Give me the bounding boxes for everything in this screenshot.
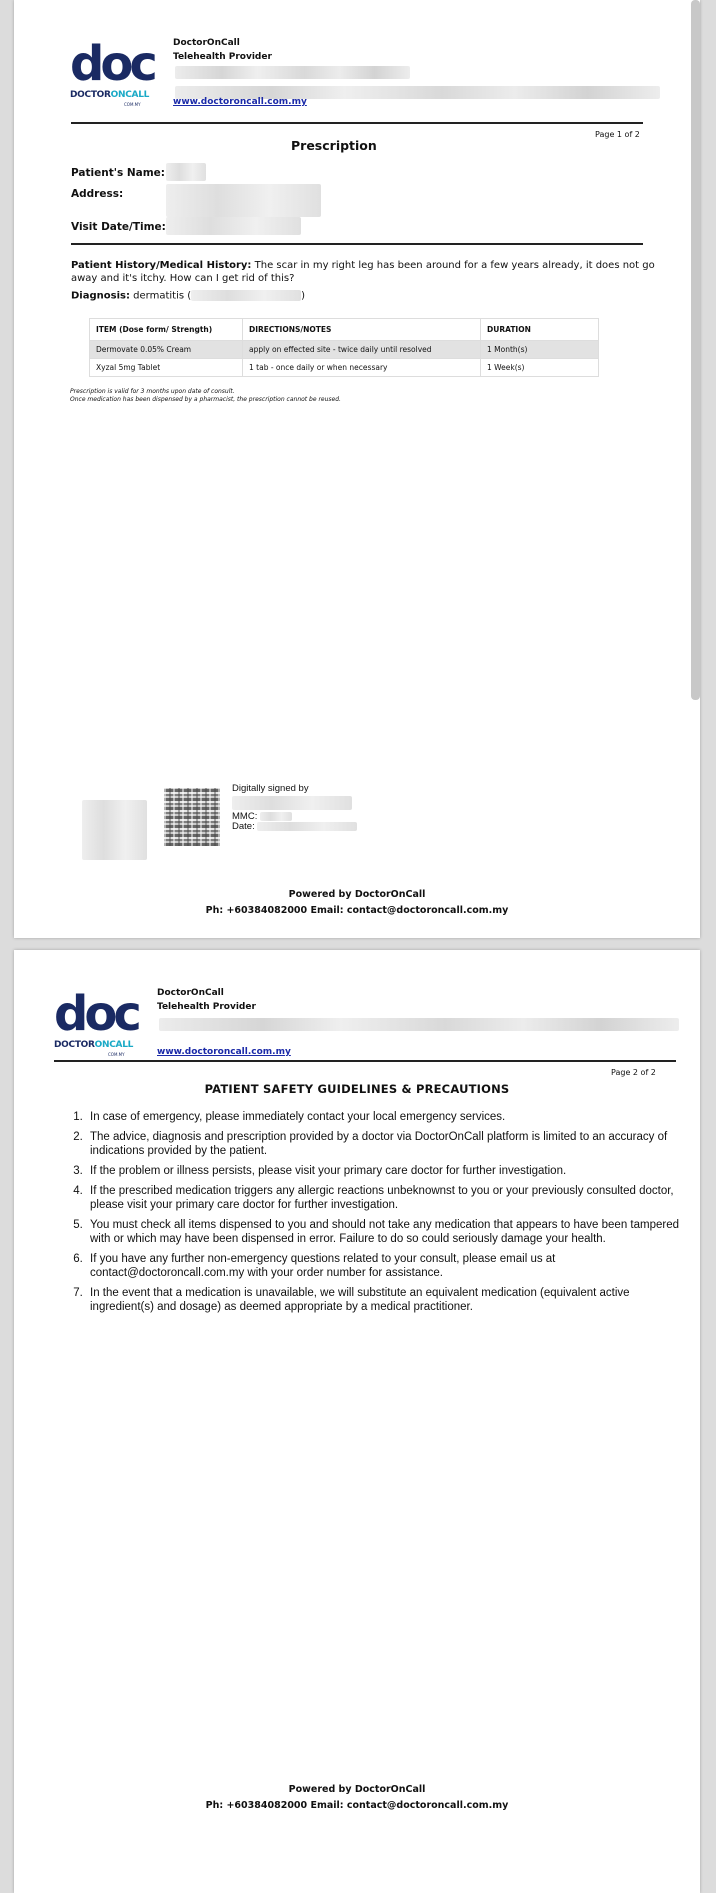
column-header-item: ITEM (Dose form/ Strength) <box>90 319 243 341</box>
guidelines-list <box>58 1110 696 1320</box>
page-footer <box>14 887 700 919</box>
doctoroncall-logo <box>70 36 166 107</box>
list-item: 7. In the event that a medication is unavailable, we will substitute an equivalent medication (equivalent active ingredient(s) and dosage) as deemed appropriate by a medical practitioner. <box>86 1286 696 1314</box>
list-item: 5. You must check all items dispensed to you and should not take any medication that appears to have been tampered with or which may have been dispensed in error. Failure to do so could seriously damage your health. <box>86 1218 696 1246</box>
table-cell-directions: apply on effected site - twice daily until resolved <box>243 341 481 359</box>
medical-history <box>71 259 661 285</box>
header-rule <box>54 1060 676 1062</box>
prescription-table <box>89 318 599 377</box>
diagnosis <box>71 290 305 302</box>
diagnosis-text: dermatitis ( <box>133 290 192 302</box>
redacted-contact-line <box>159 1018 679 1031</box>
logo-letters: doc <box>70 36 154 92</box>
section-rule <box>71 243 643 245</box>
page-footer <box>14 1782 700 1814</box>
logo-brand-right: ONCALL <box>110 90 150 100</box>
document-page-1 <box>14 0 700 938</box>
scrollbar[interactable] <box>691 0 700 700</box>
note-line: Once medication has been dispensed by a pharmacist, the prescription cannot be reused. <box>70 395 341 403</box>
column-header-directions: DIRECTIONS/NOTES <box>243 319 481 341</box>
page-number: Page 2 of 2 <box>611 1068 656 1077</box>
redacted-address-line <box>175 66 410 79</box>
redacted-diagnosis-detail <box>191 290 301 301</box>
history-text: The scar in my right leg has been around for a few years already, it does not go away and it's itchy. How can I get rid of this? <box>71 260 655 284</box>
table-cell-duration: 1 Week(s) <box>481 359 599 377</box>
list-item: 1. In case of emergency, please immediately contact your local emergency services. <box>86 1110 696 1124</box>
logo-brand-suffix: COM.MY <box>108 1052 125 1057</box>
table-cell-duration: 1 Month(s) <box>481 341 599 359</box>
qr-code <box>164 788 220 846</box>
patient-name-label: Patient's Name: <box>71 167 165 179</box>
doctoroncall-logo <box>54 986 150 1057</box>
table-row <box>90 359 599 377</box>
logo-brand <box>70 90 149 100</box>
signed-by-label: Digitally signed by <box>232 783 309 794</box>
document-page-2 <box>14 950 700 1893</box>
letterhead <box>70 36 660 116</box>
redacted-doctor-name <box>232 796 352 810</box>
address-label: Address: <box>71 188 124 200</box>
column-header-duration: DURATION <box>481 319 599 341</box>
company-role: Telehealth Provider <box>173 52 272 62</box>
logo-letters: doc <box>54 986 138 1042</box>
date-label: Date: <box>232 822 357 832</box>
list-item: 6. If you have any further non-emergency questions related to your consult, please email us at contact@doctoroncall.com.my with your order number for assistance. <box>86 1252 696 1280</box>
diagnosis-label: Diagnosis: <box>71 290 130 302</box>
redacted-patient-name <box>166 163 206 181</box>
table-cell-item: Xyzal 5mg Tablet <box>90 359 243 377</box>
list-item: 3. If the problem or illness persists, please visit your primary care doctor for further investigation. <box>86 1164 696 1178</box>
table-cell-item: Dermovate 0.05% Cream <box>90 341 243 359</box>
redacted-signature <box>82 800 147 860</box>
company-name: DoctorOnCall <box>173 38 240 48</box>
footer-contact: Ph: +60384082000 Email: contact@doctoroncall.com.my <box>205 1800 509 1811</box>
company-block <box>173 36 272 64</box>
website-link[interactable]: www.doctoroncall.com.my <box>173 97 307 107</box>
letterhead <box>54 986 684 1066</box>
company-role: Telehealth Provider <box>157 1002 256 1012</box>
guidelines-title: PATIENT SAFETY GUIDELINES & PRECAUTIONS <box>204 1082 510 1096</box>
mmc-label: MMC: <box>232 812 357 822</box>
redacted-address <box>166 184 321 217</box>
logo-brand-suffix: COM.MY <box>124 102 141 107</box>
header-rule <box>71 122 643 124</box>
footer-powered-by: Powered by DoctorOnCall <box>288 889 426 900</box>
redacted-visit-datetime <box>166 217 301 235</box>
list-item: 4. If the prescribed medication triggers any allergic reactions unbeknownst to you or your previously consulted doctor, please visit your primary care doctor for further investigation. <box>86 1184 696 1212</box>
company-block <box>157 986 256 1014</box>
note-line: Prescription is valid for 3 months upon date of consult. <box>70 388 235 395</box>
table-header-row <box>90 319 599 341</box>
logo-brand-left: DOCTOR <box>70 90 111 100</box>
history-label: Patient History/Medical History: <box>71 260 252 271</box>
table-cell-directions: 1 tab - once daily or when necessary <box>243 359 481 377</box>
document-title: Prescription <box>291 138 377 153</box>
footer-contact: Ph: +60384082000 Email: contact@doctoroncall.com.my <box>205 905 509 916</box>
website-link[interactable]: www.doctoroncall.com.my <box>157 1047 291 1057</box>
diagnosis-close: ) <box>301 290 306 302</box>
footer-powered-by: Powered by DoctorOnCall <box>288 1784 426 1795</box>
table-row <box>90 341 599 359</box>
digital-signature-block <box>232 784 357 832</box>
prescription-notes <box>70 388 341 403</box>
visit-datetime-label: Visit Date/Time: <box>71 221 166 233</box>
list-item: 2. The advice, diagnosis and prescription provided by a doctor via DoctorOnCall platform is limited to an accuracy of indications provided by the patient. <box>86 1130 696 1158</box>
company-name: DoctorOnCall <box>157 988 224 998</box>
logo-brand: DOCTORONCALL <box>54 1040 134 1050</box>
page-number: Page 1 of 2 <box>595 130 640 139</box>
